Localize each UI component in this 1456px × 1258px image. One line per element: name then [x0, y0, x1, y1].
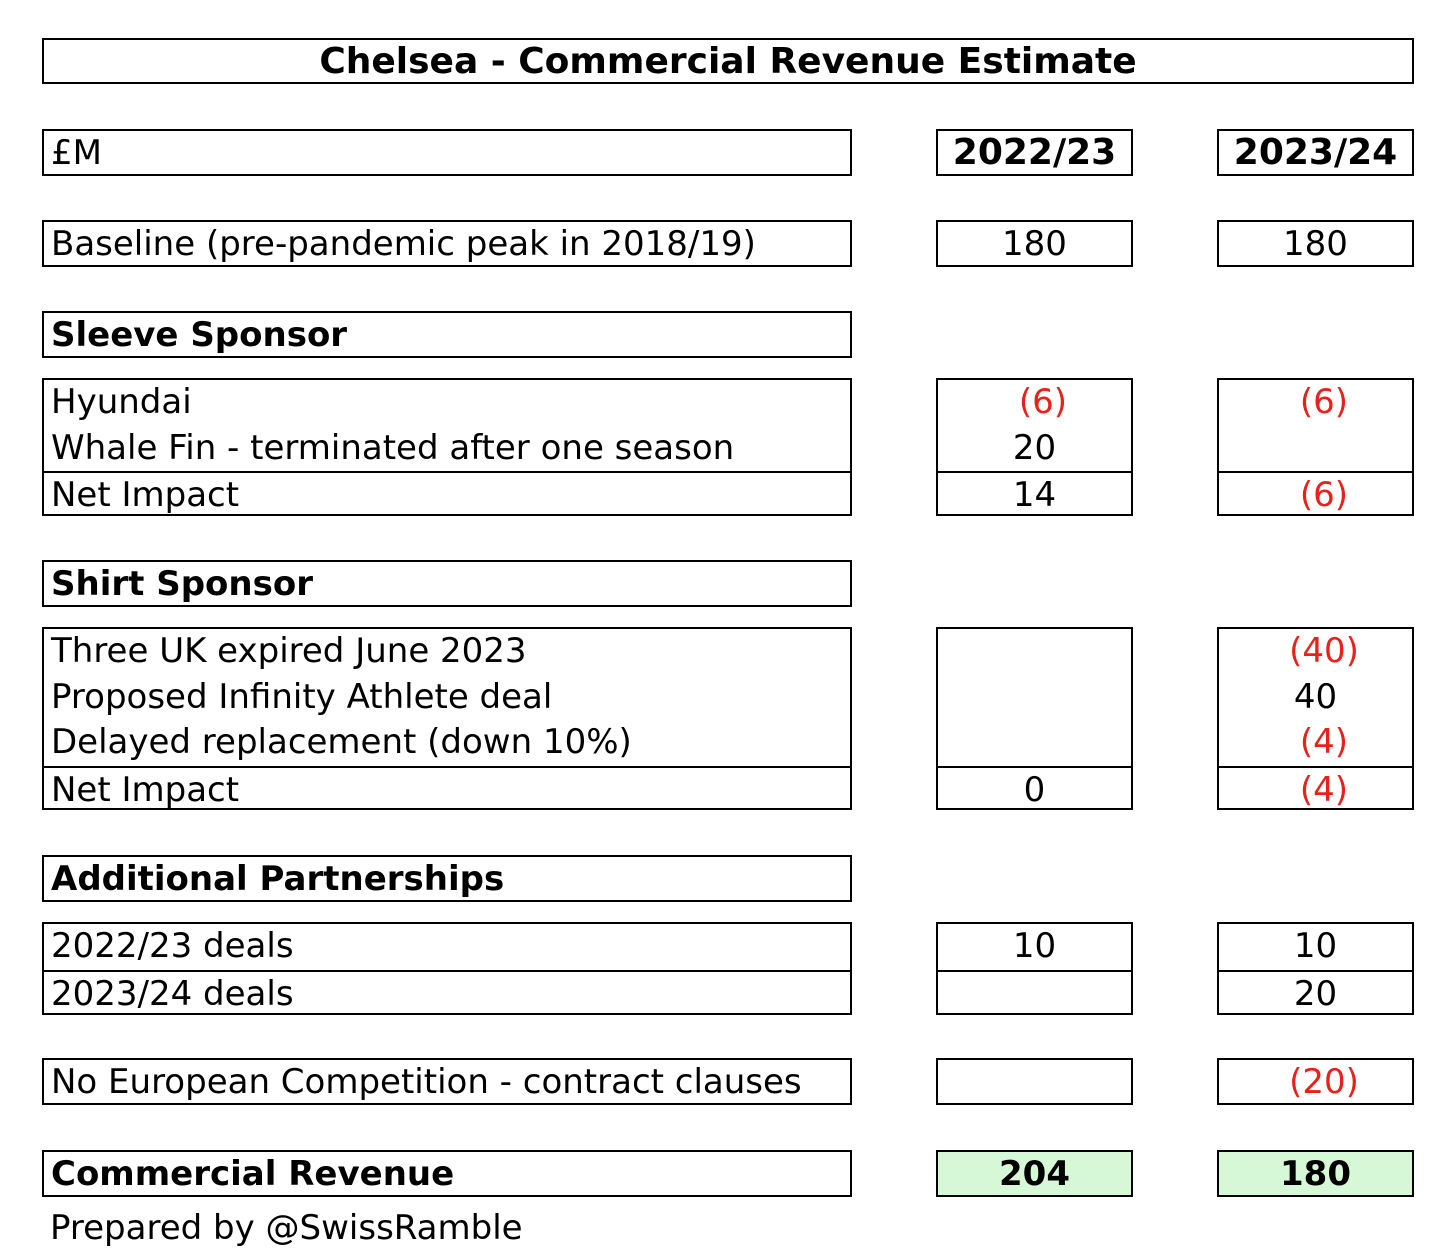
total-value: 180 [1280, 1154, 1351, 1194]
sleeve-net-impact-value: (6) [1219, 471, 1412, 517]
attribution-footer: Prepared by @SwissRamble [50, 1208, 523, 1248]
whale-fin-value [1219, 426, 1412, 472]
delayed-replacement-value: (4) [1299, 722, 1349, 762]
sleeve-net-impact-value: 14 [938, 471, 1131, 517]
shirt-sponsor-2023-24 [1217, 627, 1414, 810]
whale-fin-value: 20 [1012, 427, 1057, 468]
unit-label: £M [51, 133, 102, 173]
sleeve-sponsor-labels [42, 378, 852, 516]
delayed-replacement-value [938, 720, 1131, 766]
shirt-sponsor-labels [42, 627, 852, 810]
european-label-cell [42, 1058, 852, 1105]
sleeve-sponsor-2023-24 [1217, 378, 1414, 516]
baseline-2023-24-cell [1217, 220, 1414, 267]
page-title: Chelsea - Commercial Revenue Estimate [42, 38, 1414, 84]
sleeve-sponsor-heading-cell [42, 311, 852, 358]
deals-2023-24-label: 2023/24 deals [44, 970, 850, 1016]
partnerships-2023-24 [1217, 922, 1414, 1015]
total-2022-23-cell [936, 1150, 1133, 1197]
deals-2022-23-value: 10 [1293, 926, 1338, 966]
european-value: (20) [1289, 1062, 1359, 1102]
column-header-label: 2022/23 [952, 132, 1117, 173]
total-2023-24-cell [1217, 1150, 1414, 1197]
baseline-label: Baseline (pre-pandemic peak in 2018/19) [51, 224, 756, 264]
partnerships-2022-23 [936, 922, 1133, 1015]
partnerships-heading-cell [42, 855, 852, 902]
partnerships-labels [42, 922, 852, 1015]
shirt-net-impact-value: (4) [1219, 766, 1412, 812]
baseline-value: 180 [1002, 224, 1067, 264]
european-label: No European Competition - contract clauses [51, 1062, 802, 1102]
baseline-value: 180 [1283, 224, 1348, 264]
total-label-cell [42, 1150, 852, 1197]
delayed-replacement-label: Delayed replacement (down 10%) [51, 722, 632, 762]
three-uk-value: (40) [1289, 631, 1359, 671]
european-2022-23-cell [936, 1058, 1133, 1105]
european-value [938, 1060, 1131, 1106]
column-header-2023-24 [1217, 129, 1414, 176]
column-header-label: 2023/24 [1233, 132, 1398, 173]
shirt-sponsor-2022-23 [936, 627, 1133, 810]
deals-2023-24-value: 20 [1219, 970, 1412, 1016]
hyundai-label: Hyundai [51, 382, 192, 422]
whale-fin-label: Whale Fin - terminated after one season [51, 427, 735, 468]
deals-2022-23-label: 2022/23 deals [51, 926, 294, 966]
shirt-net-impact-label: Net Impact [44, 766, 850, 812]
partnerships-heading: Additional Partnerships [51, 859, 505, 899]
shirt-net-impact-value: 0 [938, 766, 1131, 812]
baseline-2022-23-cell [936, 220, 1133, 267]
total-label: Commercial Revenue [51, 1154, 455, 1194]
hyundai-value: (6) [1018, 382, 1068, 422]
shirt-sponsor-heading: Shirt Sponsor [51, 564, 313, 604]
total-value: 204 [999, 1154, 1070, 1194]
unit-label-cell [42, 129, 852, 176]
baseline-label-cell [42, 220, 852, 267]
deals-2022-23-value: 10 [1012, 926, 1057, 966]
european-2023-24-cell [1217, 1058, 1414, 1105]
three-uk-value [938, 629, 1131, 675]
hyundai-value: (6) [1299, 382, 1349, 422]
deals-2023-24-value [938, 970, 1131, 1016]
infinity-athlete-value [938, 675, 1131, 721]
shirt-sponsor-heading-cell [42, 560, 852, 607]
column-header-2022-23 [936, 129, 1133, 176]
sleeve-sponsor-heading: Sleeve Sponsor [51, 315, 348, 355]
infinity-athlete-value: 40 [1293, 676, 1338, 717]
three-uk-label: Three UK expired June 2023 [51, 631, 527, 671]
sleeve-net-impact-label: Net Impact [44, 471, 850, 517]
sleeve-sponsor-2022-23 [936, 378, 1133, 516]
infinity-athlete-label: Proposed Infinity Athlete deal [51, 676, 553, 717]
